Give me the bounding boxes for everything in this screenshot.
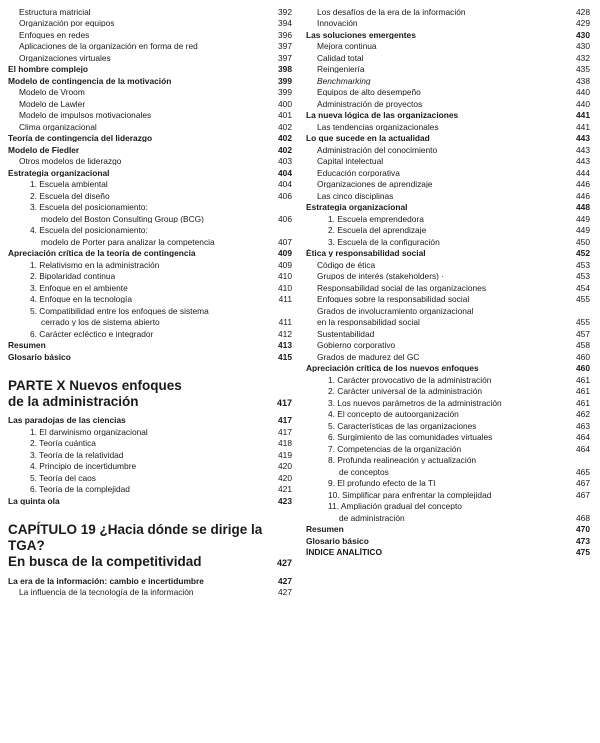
toc-section-entry[interactable] — [306, 202, 590, 214]
toc-entry-label: Las paradojas de las ciencias — [8, 416, 126, 425]
page-number: 427 — [278, 587, 292, 598]
toc-section-entry[interactable] — [8, 248, 292, 260]
toc-entry-label: 10. Simplificar para enfrentar la complejidad — [328, 490, 492, 499]
toc-entry-label: ÍNDICE ANALÍTICO — [306, 548, 382, 557]
toc-entry[interactable] — [306, 18, 590, 30]
toc-entry-label: 2. Teoría cuántica — [30, 439, 96, 448]
toc-entry-label: La quinta ola — [8, 496, 60, 506]
page-number: 446 — [576, 190, 590, 201]
toc-section-entry[interactable] — [8, 75, 292, 87]
toc-entry-label: Sustentabilidad — [317, 329, 375, 338]
page-number: 402 — [278, 133, 292, 144]
toc-entry[interactable] — [306, 317, 590, 329]
page-number: 397 — [278, 41, 292, 52]
page-number: 455 — [576, 294, 590, 305]
toc-entry-label: 1. Escuela ambiental — [30, 180, 108, 189]
page-number: 464 — [576, 443, 590, 454]
page-number: 475 — [576, 547, 590, 558]
toc-entry-label: Organización por equipos — [19, 19, 115, 28]
toc-entry[interactable] — [306, 374, 590, 386]
toc-entry-label: de conceptos — [339, 467, 389, 476]
toc-entry[interactable] — [8, 484, 292, 496]
page-number: 468 — [576, 512, 590, 523]
page-number: 419 — [278, 449, 292, 460]
page-number: 392 — [278, 6, 292, 17]
toc-entry-label: Grados de madurez del GC — [317, 352, 420, 361]
toc-entry-label: 4. Principio de incertidumbre — [30, 462, 137, 471]
toc-entry-label: 3. Escuela de la configuración — [328, 237, 440, 246]
toc-entry-label: Resumen — [8, 341, 46, 350]
toc-entry-label: 2. Escuela del aprendizaje — [328, 226, 427, 235]
toc-entry-label: 1. Relativismo en la administración — [30, 260, 160, 269]
page-number: 409 — [278, 259, 292, 270]
toc-entry[interactable] — [8, 587, 292, 599]
toc-entry[interactable] — [306, 156, 590, 168]
toc-entry-label: de administración — [339, 513, 405, 522]
page-number: 443 — [576, 156, 590, 167]
toc-entry[interactable] — [8, 110, 292, 122]
toc-entry[interactable] — [306, 466, 590, 478]
toc-right-column — [306, 6, 590, 743]
toc-entry[interactable] — [8, 6, 292, 18]
page-number: 427 — [278, 575, 292, 586]
toc-entry-label: Gobierno corporativo — [317, 341, 396, 350]
toc-entry-label: 3. Los nuevos parámetros de la administración — [328, 398, 502, 407]
page-number: 400 — [278, 98, 292, 109]
page-number: 460 — [576, 363, 590, 374]
toc-entry[interactable] — [8, 121, 292, 133]
toc-entry-label: El hombre complejo — [8, 65, 89, 74]
toc-entry-label: Modelo de impulsos motivacionales — [19, 111, 152, 120]
page-number: 463 — [576, 420, 590, 431]
toc-entry[interactable] — [306, 41, 590, 53]
toc-entry[interactable] — [306, 294, 590, 306]
page-number: 409 — [278, 248, 292, 259]
toc-entry-label: Administración de proyectos — [317, 99, 423, 108]
toc-entry-label: 1. Carácter provocativo de la administración — [328, 375, 492, 384]
heading-line-1: PARTE X Nuevos enfoques — [8, 377, 182, 393]
toc-entry-label: Modelo de Vroom — [19, 88, 85, 97]
page-number: 410 — [278, 271, 292, 282]
page-number: 398 — [278, 64, 292, 75]
toc-entry[interactable] — [8, 18, 292, 30]
toc-entry-label: Teoría de contingencia del liderazgo — [8, 134, 153, 143]
toc-entry[interactable] — [8, 98, 292, 110]
toc-entry[interactable] — [306, 455, 590, 467]
toc-entry[interactable] — [8, 294, 292, 306]
page-number: 449 — [576, 225, 590, 236]
page-number: 406 — [278, 213, 292, 224]
page-number: 404 — [278, 179, 292, 190]
toc-entry-label: Estrategia organizacional — [306, 203, 408, 212]
toc-section-entry[interactable] — [8, 351, 292, 363]
page-number: 429 — [576, 18, 590, 29]
heading-line-2-row — [8, 394, 292, 410]
page-number: 402 — [278, 121, 292, 132]
toc-entry[interactable] — [306, 351, 590, 363]
page-number: 394 — [278, 18, 292, 29]
page-number: 461 — [576, 386, 590, 397]
toc-entry[interactable] — [306, 64, 590, 76]
toc-entry[interactable] — [8, 179, 292, 191]
toc-entry-label: cerrado y los de sistema abierto — [41, 318, 160, 327]
toc-section-entry[interactable] — [8, 340, 292, 352]
toc-entry-label: 6. Carácter ecléctico e integrador — [30, 329, 154, 338]
page-number: 423 — [278, 495, 292, 506]
toc-entry[interactable] — [8, 52, 292, 64]
toc-entry[interactable] — [306, 52, 590, 64]
toc-entry[interactable] — [8, 271, 292, 283]
toc-entry-label: 6. Teoría de la complejidad — [30, 485, 130, 494]
toc-entry[interactable] — [8, 190, 292, 202]
page-number: 465 — [576, 466, 590, 477]
page-number: 399 — [278, 75, 292, 86]
toc-entry[interactable] — [306, 432, 590, 444]
page-number: 452 — [576, 248, 590, 259]
toc-entry-label: Organizaciones virtuales — [19, 53, 111, 62]
page-number: 461 — [576, 374, 590, 385]
page-number: 420 — [278, 461, 292, 472]
toc-entry-label: Modelo de Lawler — [19, 99, 86, 108]
toc-entry[interactable] — [8, 472, 292, 484]
toc-entry-label: Glosario básico — [306, 536, 369, 545]
toc-entry-label: Enfoques en redes — [19, 30, 90, 39]
toc-entry[interactable] — [306, 121, 590, 133]
page-number: 455 — [576, 317, 590, 328]
toc-section-entry[interactable] — [8, 167, 292, 179]
toc-entry-label: 3. Teoría de la relatividad — [30, 450, 124, 460]
toc-entry[interactable] — [306, 98, 590, 110]
toc-entry[interactable] — [306, 409, 590, 421]
page-number: 411 — [278, 317, 292, 328]
page-number: 473 — [576, 535, 590, 546]
toc-entry-label: Código de ética — [317, 260, 376, 269]
page-number: 421 — [278, 484, 292, 495]
page-number: 417 — [278, 426, 292, 437]
toc-entry-label: 4. El concepto de autoorganización — [328, 410, 459, 419]
toc-section-entry[interactable] — [306, 524, 590, 536]
page-number: 458 — [576, 340, 590, 351]
page-number: 430 — [576, 41, 590, 52]
toc-entry-label: Las cinco disciplinas — [317, 191, 394, 200]
page-number: 430 — [576, 29, 590, 40]
page-number: 407 — [278, 236, 292, 247]
toc-entry[interactable] — [8, 259, 292, 271]
toc-entry[interactable] — [8, 449, 292, 461]
toc-entry[interactable] — [8, 87, 292, 99]
toc-section-entry[interactable] — [306, 547, 590, 559]
toc-entry-label: Estrategia organizacional — [8, 168, 110, 177]
page-number: 427 — [276, 558, 292, 569]
toc-entry-label: Clima organizacional — [19, 122, 97, 131]
page-number: 461 — [576, 397, 590, 408]
toc-entry-label: 5. Teoría del caos — [30, 473, 96, 483]
toc-entry[interactable] — [306, 397, 590, 409]
toc-entry-label: 9. El profundo efecto de la TI — [328, 479, 436, 488]
page-number: 401 — [278, 110, 292, 121]
page-number: 441 — [576, 121, 590, 132]
toc-entry-label: Las tendencias organizacionales — [317, 122, 439, 131]
page-number: 396 — [278, 29, 292, 40]
toc-section-entry[interactable] — [306, 133, 590, 145]
page-number: 435 — [576, 64, 590, 75]
page-number: 453 — [576, 271, 590, 282]
toc-entry-label: La nueva lógica de las organizaciones — [306, 111, 459, 120]
page-number: 440 — [576, 98, 590, 109]
page-number: 411 — [278, 294, 292, 305]
toc-entry-label: Apreciación crítica de los nuevos enfoques — [306, 364, 479, 373]
toc-entry-label: Enfoques sobre la responsabilidad social — [317, 295, 470, 304]
toc-entry[interactable] — [306, 305, 590, 317]
toc-entry[interactable] — [8, 426, 292, 438]
toc-entry-label: La influencia de la tecnología de la información — [19, 588, 194, 597]
toc-entry[interactable] — [8, 282, 292, 294]
toc-entry[interactable] — [306, 386, 590, 398]
toc-entry-label: Innovación — [317, 19, 358, 28]
toc-entry[interactable] — [306, 87, 590, 99]
page-number: 413 — [278, 340, 292, 351]
toc-entry-label: Apreciación crítica de la teoría de contingencia — [8, 249, 196, 258]
page-number: 441 — [576, 110, 590, 121]
page-number: 467 — [576, 478, 590, 489]
page-number: 417 — [276, 397, 292, 408]
page-number: 402 — [278, 144, 292, 155]
toc-entry-label: Calidad total — [317, 53, 364, 62]
toc-entry[interactable] — [306, 478, 590, 490]
page-number: 467 — [576, 489, 590, 500]
toc-entry-label: Organizaciones de aprendizaje — [317, 180, 433, 189]
toc-entry-label: Las soluciones emergentes — [306, 30, 416, 39]
toc-entry-label: Otros modelos de liderazgo — [19, 157, 122, 166]
toc-entry[interactable] — [8, 305, 292, 317]
toc-entry[interactable] — [8, 317, 292, 329]
toc-entry[interactable] — [306, 512, 590, 524]
toc-entry[interactable] — [306, 501, 590, 513]
toc-entry[interactable] — [306, 271, 590, 283]
page-number: 406 — [278, 190, 292, 201]
toc-entry[interactable] — [8, 461, 292, 473]
page-number: 397 — [278, 52, 292, 63]
toc-entry-label: Glosario básico — [8, 352, 71, 361]
toc-entry[interactable] — [8, 225, 292, 237]
toc-entry-label: Reingeniería — [317, 65, 365, 74]
page-number: 418 — [278, 438, 292, 449]
page-number: 453 — [576, 259, 590, 270]
toc-entry[interactable] — [306, 340, 590, 352]
toc-left-column — [8, 6, 292, 743]
toc-entry-label: Los desafíos de la era de la información — [317, 7, 466, 16]
toc-entry-label: Estructura matricial — [19, 7, 91, 16]
page-number: 428 — [576, 6, 590, 17]
toc-entry[interactable] — [8, 213, 292, 225]
page-number: 464 — [576, 432, 590, 443]
toc-entry[interactable] — [306, 6, 590, 18]
toc-entry-label: Mejora continua — [317, 42, 377, 51]
toc-entry[interactable] — [306, 420, 590, 432]
toc-section-entry[interactable] — [8, 64, 292, 76]
page-number: 454 — [576, 282, 590, 293]
page-number: 443 — [576, 144, 590, 155]
page-number: 420 — [278, 472, 292, 483]
toc-section-entry[interactable] — [8, 415, 292, 427]
toc-entry-label: Educación corporativa — [317, 168, 400, 177]
toc-entry[interactable] — [8, 156, 292, 168]
toc-entry-label: 1. Escuela emprendedora — [328, 214, 424, 223]
toc-entry[interactable] — [306, 259, 590, 271]
page-number: 410 — [278, 282, 292, 293]
toc-entry[interactable] — [8, 328, 292, 340]
toc-entry[interactable] — [306, 443, 590, 455]
toc-entry-label: 11. Ampliación gradual del concepto — [328, 502, 462, 511]
toc-entry-label: Modelo de contingencia de la motivación — [8, 76, 172, 85]
toc-section-entry[interactable] — [306, 363, 590, 375]
toc-entry[interactable] — [306, 179, 590, 191]
page-number: 403 — [278, 156, 292, 167]
toc-entry-label: Responsabilidad social de las organizaciones — [317, 283, 487, 292]
toc-entry-label: Grados de involucramiento organizacional — [317, 306, 474, 315]
toc-section-entry[interactable] — [306, 110, 590, 122]
toc-entry-label: Grupos de interés (stakeholders) · — [317, 272, 445, 281]
page-number: 399 — [278, 87, 292, 98]
toc-entry[interactable] — [306, 236, 590, 248]
toc-section-entry[interactable] — [8, 495, 292, 507]
page-number: 444 — [576, 167, 590, 178]
toc-entry[interactable] — [8, 236, 292, 248]
toc-entry-label: Resumen — [306, 525, 344, 534]
toc-entry[interactable] — [306, 489, 590, 501]
toc-section-entry[interactable] — [306, 535, 590, 547]
toc-entry[interactable] — [306, 144, 590, 156]
toc-entry-label: La era de la información: cambio e incertidumbre — [8, 576, 204, 586]
toc-entry[interactable] — [8, 202, 292, 214]
toc-entry-label: 3. Escuela del posicionamiento: — [30, 203, 148, 212]
toc-section-entry[interactable] — [306, 248, 590, 260]
page-number: 415 — [278, 351, 292, 362]
page-number: 440 — [576, 87, 590, 98]
toc-entry-label: 5. Características de las organizaciones — [328, 421, 477, 430]
page-number: 448 — [576, 202, 590, 213]
page-number: 404 — [278, 167, 292, 178]
toc-section-entry[interactable] — [306, 29, 590, 41]
toc-entry-label: Ética y responsabilidad social — [306, 249, 426, 258]
toc-entry-label: Aplicaciones de la organización en forma de red — [19, 42, 198, 51]
toc-entry-label: 5. Compatibilidad entre los enfoques de sistema — [30, 306, 209, 315]
chapter-heading — [8, 507, 292, 576]
page-number: 449 — [576, 213, 590, 224]
heading-line-1: CAPÍTULO 19 ¿Hacia dónde se dirige la TGA? — [8, 521, 263, 554]
toc-entry-label: 1. El darwinismo organizacional — [30, 427, 148, 437]
page-number: 438 — [576, 75, 590, 86]
toc-entry[interactable] — [306, 225, 590, 237]
toc-entry-label: 4. Escuela del posicionamiento: — [30, 226, 148, 235]
toc-entry-label: Administración del conocimiento — [317, 145, 438, 154]
page-number: 457 — [576, 328, 590, 339]
toc-entry-label: 4. Enfoque en la tecnología — [30, 295, 132, 304]
toc-entry-label: modelo de Porter para analizar la competencia — [41, 237, 215, 246]
toc-section-entry[interactable] — [8, 133, 292, 145]
toc-entry-label: Modelo de Fiedler — [8, 145, 80, 154]
heading-line-2: de la administración — [8, 393, 139, 409]
toc-entry[interactable] — [306, 213, 590, 225]
page-number: 432 — [576, 52, 590, 63]
toc-entry-label: 8. Profunda realineación y actualización — [328, 456, 477, 465]
toc-section-entry[interactable] — [8, 575, 292, 587]
page-number: 462 — [576, 409, 590, 420]
toc-entry[interactable] — [306, 328, 590, 340]
toc-entry-label: Benchmarking — [317, 76, 371, 85]
page-number: 443 — [576, 133, 590, 144]
page-number: 470 — [576, 524, 590, 535]
toc-entry-label: 6. Surgimiento de las comunidades virtuales — [328, 433, 493, 442]
heading-line-2: En busca de la competitividad — [8, 554, 202, 570]
toc-entry-label: 7. Competencias de la organización — [328, 444, 462, 453]
toc-entry[interactable] — [8, 29, 292, 41]
toc-entry-label: en la responsabilidad social — [317, 318, 420, 327]
toc-entry-label: 3. Enfoque en el ambiente — [30, 283, 128, 292]
toc-entry-label: modelo del Boston Consulting Group (BCG) — [41, 214, 204, 223]
toc-entry[interactable] — [306, 75, 590, 87]
page-number: 417 — [278, 415, 292, 426]
page-number: 460 — [576, 351, 590, 362]
heading-line-2-row — [8, 554, 292, 570]
toc-section-entry[interactable] — [8, 144, 292, 156]
toc-entry[interactable] — [306, 190, 590, 202]
page-number: 450 — [576, 236, 590, 247]
toc-entry[interactable] — [306, 167, 590, 179]
toc-entry-label: 2. Bipolaridad continua — [30, 272, 116, 281]
toc-entry-label: Capital intelectual — [317, 157, 384, 166]
page-number: 412 — [278, 328, 292, 339]
part-heading — [8, 363, 292, 415]
toc-entry[interactable] — [8, 438, 292, 450]
page-number: 446 — [576, 179, 590, 190]
toc-entry-label: Equipos de alto desempeño — [317, 88, 421, 97]
toc-entry[interactable] — [306, 282, 590, 294]
toc-entry-label: 2. Escuela del diseño — [30, 191, 110, 200]
toc-entry-label: 2. Carácter universal de la administración — [328, 387, 483, 396]
toc-entry-label: Lo que sucede en la actualidad — [306, 134, 430, 143]
toc-entry[interactable] — [8, 41, 292, 53]
